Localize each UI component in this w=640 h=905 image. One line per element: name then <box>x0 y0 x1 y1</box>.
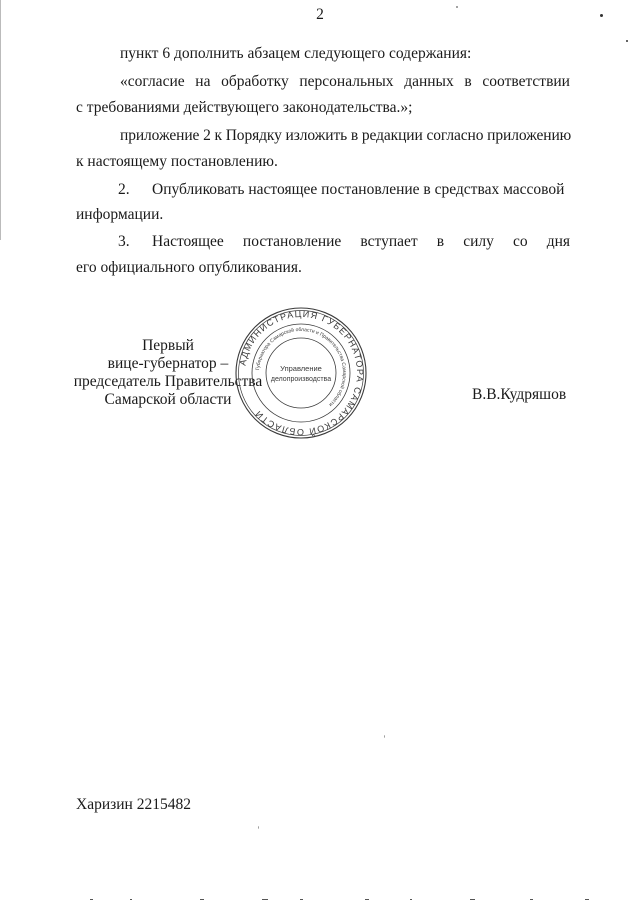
paragraph-line: к настоящему постановлению. <box>76 153 278 170</box>
list-item-text: его официального опубликования. <box>76 259 302 276</box>
word: вступает <box>360 233 418 250</box>
word: силу <box>463 233 494 250</box>
scan-speck <box>600 14 603 17</box>
scan-edge-line <box>0 0 1 240</box>
signatory-title: вице-губернатор – <box>107 355 229 372</box>
stamp-outer-text: АДМИНИСТРАЦИЯ ГУБЕРНАТОРА САМАРСКОЙ ОБЛАСТИ <box>237 308 366 438</box>
word: Настоящее <box>152 233 224 250</box>
word: в <box>436 233 445 250</box>
scan-speck <box>384 735 385 738</box>
list-item-text: Опубликовать настоящее постановление в средствах массовой <box>152 181 565 198</box>
word: со <box>512 233 528 250</box>
official-stamp <box>234 306 368 440</box>
stamp-center-line: делопроизводства <box>270 376 332 383</box>
word: персональных <box>299 73 394 90</box>
paragraph-line: пункт 6 дополнить абзацем следующего содержания: <box>120 45 472 62</box>
word: данных <box>404 73 454 90</box>
stamp-center-line: Управление <box>280 364 322 373</box>
scan-speck <box>626 40 628 42</box>
signatory-title: председатель Правительства <box>73 373 263 390</box>
signatory-name: В.В.Кудряшов <box>472 386 567 403</box>
executor-note: Харизин 2215482 <box>76 796 191 813</box>
word: обработку <box>221 73 289 90</box>
paragraph-line: приложение 2 к Порядку изложить в редакции согласно приложению <box>120 127 572 144</box>
list-item-text-justified <box>152 233 570 251</box>
scan-speck <box>258 826 259 829</box>
list-item-text: информации. <box>76 206 164 223</box>
stamp-inner-text: Губернатора Самарской области и Правительства Самарской области <box>255 326 348 408</box>
scan-bottom-edge <box>0 898 640 902</box>
scan-speck <box>456 6 458 8</box>
paragraph-line: с требованиями действующего законодательства.»; <box>76 99 413 116</box>
page-number: 2 <box>316 6 324 23</box>
word: «согласие <box>120 73 185 90</box>
word: соответствии <box>482 73 570 90</box>
word: дня <box>546 233 570 250</box>
list-item-number: 2. <box>118 181 130 198</box>
word: постановление <box>242 233 342 250</box>
signatory-title: Самарской области <box>104 391 232 408</box>
signatory-title: Первый <box>142 337 194 354</box>
word: на <box>195 73 211 90</box>
word: в <box>464 73 472 90</box>
paragraph-line-justified <box>120 73 570 91</box>
list-item-number: 3. <box>118 233 130 250</box>
